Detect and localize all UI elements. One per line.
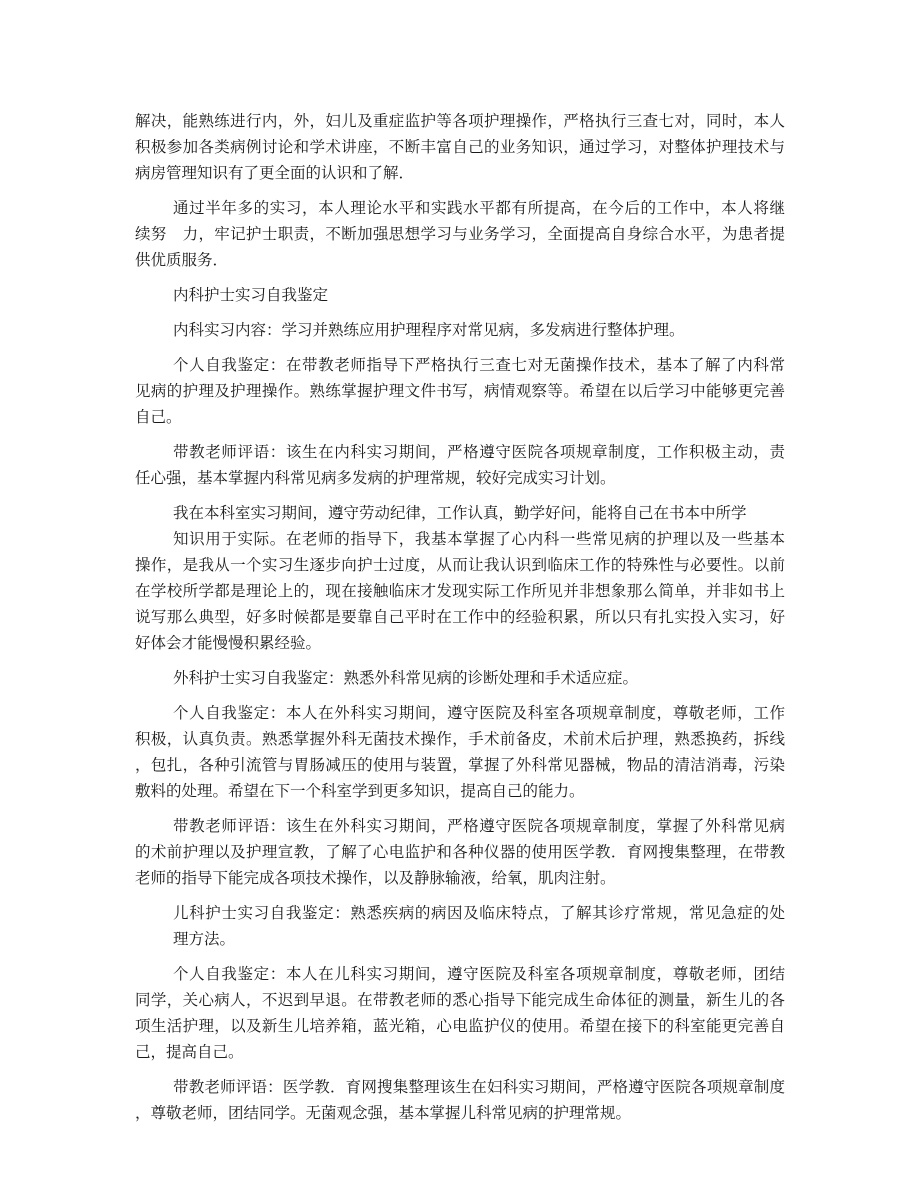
text-line: 己，提高自己。 xyxy=(135,1043,244,1061)
text-line: 个人自我鉴定：本人在外科实习期间，遵守医院及科室各项规章制度，尊敬老师，工作 xyxy=(173,704,785,722)
text-line: 见病的护理及护理操作。熟练掌握护理文件书写，病情观察等。希望在以后学习中能够更完善 xyxy=(135,382,785,400)
text-line: 我在本科室实习期间，遵守劳动纪律，工作认真，勤学好问，能将自己在书本中所学 xyxy=(173,504,747,522)
text-line: 解决，能熟练进行内，外，妇儿及重症监护等各项护理操作，严格执行三查七对，同时，本人 xyxy=(135,112,785,130)
text-line: 项生活护理，以及新生儿培养箱，蓝光箱，心电监护仪的使用。希望在接下的科室能更完善自 xyxy=(135,1017,785,1035)
text-line: 老师的指导下能完成各项技术操作，以及静脉输液，给氧，肌肉注射。 xyxy=(135,869,616,887)
text-line: 理方法。 xyxy=(173,930,236,948)
paragraph xyxy=(135,195,785,273)
text-line: 内科护士实习自我鉴定 xyxy=(173,286,329,304)
paragraph xyxy=(135,352,785,430)
paragraph xyxy=(135,961,785,1065)
text-line: 带教老师评语：该生在内科实习期间，严格遵守医院各项规章制度，工作积极主动，责 xyxy=(173,443,785,461)
text-line: 知识用于实际。在老师的指导下，我基本掌握了心内科一些常见病的护理以及一些基本 xyxy=(173,530,785,548)
paragraph xyxy=(135,439,785,491)
text-line: 同学，关心病人，不迟到早退。在带教老师的悉心指导下能完成生命体征的测量，新生儿的各 xyxy=(135,991,785,1009)
text-line: 自己。 xyxy=(135,408,182,426)
text-line: 任心强，基本掌握内科常见病多发病的护理常规，较好完成实习计划。 xyxy=(135,469,616,487)
section-heading xyxy=(135,900,785,952)
section-heading xyxy=(135,282,785,308)
text-line: 续努 力，牢记护士职责，不断加强思想学习与业务学习，全面提高自身综合水平，为患者提 xyxy=(135,225,785,243)
text-line: 个人自我鉴定：本人在儿科实习期间，遵守医院及科室各项规章制度，尊敬老师，团结 xyxy=(173,965,785,983)
text-line: 操作，是我从一个实习生逐步向护士过度，从而让我认识到临床工作的特殊性与必要性。以前 xyxy=(135,556,785,574)
text-line: 积极，认真负责。熟悉掌握外科无菌技术操作，手术前备皮，术前术后护理，熟悉换药，拆线 xyxy=(135,730,785,748)
text-line: 说写那么典型，好多时候都是要靠自己平时在工作中的经验积累，所以只有扎实投入实习，好 xyxy=(135,608,785,626)
text-line: 病房管理知识有了更全面的认识和了解． xyxy=(135,164,415,182)
text-line: 敷料的处理。希望在下一个科室学到更多知识，提高自己的能力。 xyxy=(135,782,585,800)
text-line: 带教老师评语：医学教．育网搜集整理该生在妇科实习期间，严格遵守医院各项规章制度 xyxy=(173,1078,785,1096)
text-line: 积极参加各类病例讨论和学术讲座，不断丰富自己的业务知识，通过学习，对整体护理技术与 xyxy=(135,138,785,156)
paragraph xyxy=(135,813,785,891)
paragraph xyxy=(135,108,785,186)
document-body xyxy=(135,108,785,1135)
text-line: 通过半年多的实习，本人理论水平和实践水平都有所提高，在今后的工作中，本人将继 xyxy=(173,199,785,217)
paragraph xyxy=(135,526,785,656)
text-line: 在学校所学都是理论上的，现在接触临床才发现实际工作所见并非想象那么简单，并非如书上 xyxy=(135,582,785,600)
text-line: 带教老师评语：该生在外科实习期间，严格遵守医院各项规章制度，掌握了外科常见病 xyxy=(173,817,785,835)
text-line: ，包扎，各种引流管与胃肠减压的使用与装置，掌握了外科常见器械，物品的清洁消毒，污染 xyxy=(135,756,785,774)
text-line: 的术前护理以及护理宣教，了解了心电监护和各种仪器的使用医学教．育网搜集整理，在带教 xyxy=(135,843,785,861)
text-line: 外科护士实习自我鉴定：熟悉外科常见病的诊断处理和手术适应症。 xyxy=(173,669,639,687)
paragraph xyxy=(135,700,785,804)
text-line: 好体会才能慢慢积累经验。 xyxy=(135,634,322,652)
paragraph xyxy=(135,1074,785,1126)
paragraph xyxy=(135,500,785,526)
text-line: 内科实习内容：学习并熟练应用护理程序对常见病，多发病进行整体护理。 xyxy=(173,321,685,339)
paragraph xyxy=(135,317,785,343)
text-line: 儿科护士实习自我鉴定：熟悉疾病的病因及临床特点，了解其诊疗常规，常见急症的处 xyxy=(173,904,785,922)
text-line: 个人自我鉴定：在带教老师指导下严格执行三查七对无菌操作技术，基本了解了内科常 xyxy=(173,356,785,374)
text-line: 供优质服务． xyxy=(135,251,229,269)
section-heading xyxy=(135,665,785,691)
text-line: ，尊敬老师，团结同学。无菌观念强，基本掌握儿科常见病的护理常规。 xyxy=(135,1104,632,1122)
